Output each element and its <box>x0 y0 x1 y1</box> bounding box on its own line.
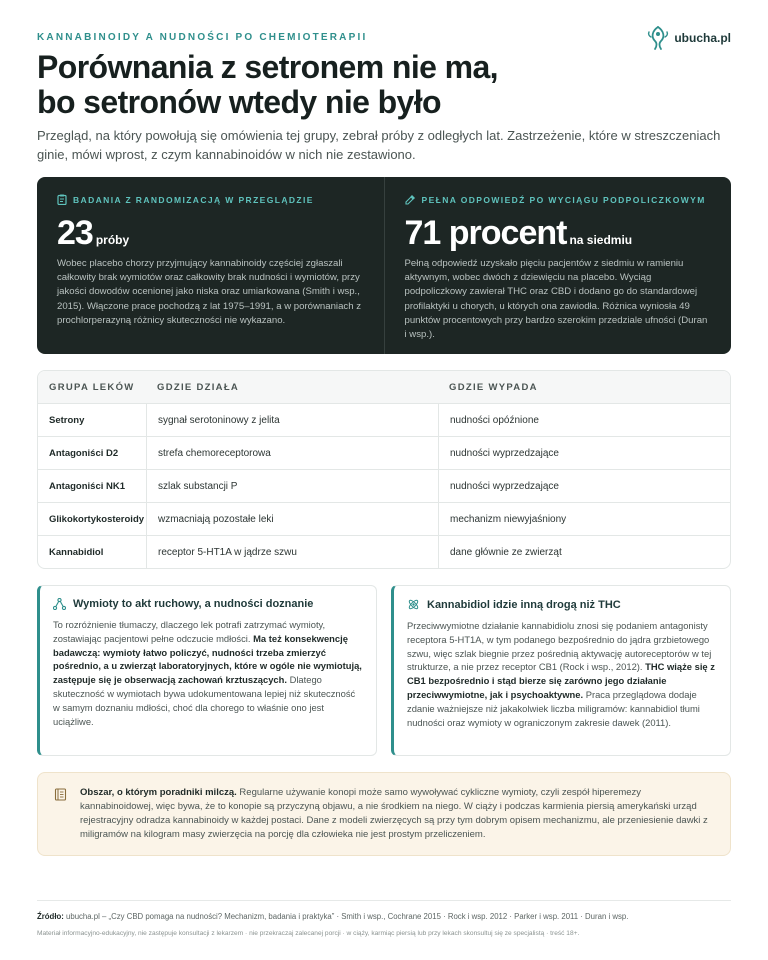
nodes-icon <box>53 598 66 610</box>
disclaimer: Materiał informacyjno-edukacyjny, nie zastępuje konsultacji z lekarzem · nie przekraczaj zalecanej porcji · w ciąży, karmiąc piersią lub przy lekach skonsultuj się ze specjalistą · treść 18+. <box>37 930 580 937</box>
table-cell-group: Antagoniści NK1 <box>49 480 126 492</box>
card-text-emphasis: THC wiąże się z CB1 bezpośrednio i stąd bierze się zarówno jego działanie przeciwwymiotne, jak i psychoaktywne. <box>407 661 715 700</box>
table-cell-fit: nudności opóźnione <box>438 404 730 436</box>
stat-description: Pełną odpowiedź uzyskało pięciu pacjentów z siedmiu w ramieniu aktywnym, wobec dwóch z dziewięciu na placebo. Wyciąg podpoliczkowy zawierał THC oraz CBD i dodano go do standardowej profilaktyki u chorych, u których ona zawiodła. Różnica wyniosła 49 punktów procentowych przy bardzo szerokim przedziale ufności (Duran i wsp.). <box>404 258 708 341</box>
note-emphasis: Obszar, o którym poradniki milczą. <box>80 787 237 798</box>
table-row <box>38 469 730 502</box>
table-header-group: GRUPA LEKÓW <box>49 381 135 393</box>
table-cell-group: Antagoniści D2 <box>49 447 119 459</box>
table-cell-where: strefa chemoreceptorowa <box>146 437 438 469</box>
table-cell-group: Glikokortykosteroidy <box>49 513 145 525</box>
pipette-icon <box>405 194 416 205</box>
stats-panel <box>37 177 731 354</box>
stat-value <box>405 214 712 253</box>
atom-icon <box>407 598 420 611</box>
stat-unit: próby <box>95 233 130 247</box>
table-row <box>38 535 730 568</box>
note-text <box>80 786 714 842</box>
table-cell-group: Kannabidiol <box>49 546 104 558</box>
brand[interactable] <box>647 25 731 51</box>
table-cell-fit: dane głównie ze zwierząt <box>438 536 730 568</box>
clipboard-icon <box>57 194 67 205</box>
card-text-part: Dlatego skuteczność w wymiotach bywa udokumentowana lepiej niż skuteczność w samym doznaniu mdłości, choć dla chorego to właśnie ono jest uciążliwe. <box>53 674 356 727</box>
card-text <box>407 619 716 729</box>
warning-note <box>37 772 731 856</box>
table-row <box>38 403 730 436</box>
stat-label: BADANIA Z RANDOMIZACJĄ W PRZEGLĄDZIE <box>73 194 314 205</box>
table-cell-fit: nudności wyprzedzające <box>438 470 730 502</box>
table-cell-group: Setrony <box>49 414 85 426</box>
title-line-2: bo setronów wtedy nie było <box>37 84 441 120</box>
source-text: ubucha.pl – „Czy CBD pomaga na nudności? Mechanizm, badania i praktyka” · Smith i wsp., Cochrane 2015 · Rock i wsp. 2012 · Parker i wsp. 2011 · Duran i wsp. <box>63 912 629 921</box>
table-header-row <box>38 371 730 403</box>
card-header <box>407 598 716 611</box>
stat-number: 71 procent <box>404 214 567 252</box>
book-icon <box>54 788 67 806</box>
stat-value <box>57 214 364 253</box>
table-row <box>38 436 730 469</box>
leaf-logo-icon <box>647 25 669 51</box>
source-label: Źródło: <box>37 912 64 921</box>
stat-description: Wobec placebo chorzy przyjmujący kannabinoidy częściej zgłaszali całkowity brak wymiotów oraz całkowity brak nudności i wymiotów, przy jakości dowodów ocenionej jako niska oraz umiarkowana (Smith i wsp., 2015). Włączone prace pochodzą z lat 1975–1991, a w porównaniach z prochlorperazyną różnicy skuteczności nie wykazano. <box>57 258 361 326</box>
card-text-part: To rozróżnienie tłumaczy, dlaczego lek potrafi zatrzymać wymioty, zostawiając pacjentowi pełne odczucie mdłości. <box>53 619 326 644</box>
card-title: Kannabidiol idzie inną drogą niż THC <box>427 598 621 611</box>
table-cell-where: szlak substancji P <box>146 470 438 502</box>
table-row <box>38 502 730 535</box>
stat-trials <box>37 177 384 354</box>
kicker: KANNABINOIDY A NUDNOŚCI PO CHEMIOTERAPII <box>37 32 368 43</box>
card-text <box>53 618 362 728</box>
table-header-where: GDZIE DZIAŁA <box>157 381 240 393</box>
table-cell-fit: mechanizm niewyjaśniony <box>438 503 730 535</box>
table-cell-where: sygnał serotoninowy z jelita <box>146 404 438 436</box>
card-text-part: Praca przeglądowa dodaje zdanie ważniejsze niż jakakolwiek liczba miligramów: kannabidiol tłumi nudności oraz wymioty w ograniczonym zakresie dawek (2011). <box>407 688 700 728</box>
stat-number: 23 <box>57 214 93 252</box>
table-header-fit: GDZIE WYPADA <box>449 381 538 393</box>
stat-header <box>405 194 712 205</box>
source-line <box>37 912 731 921</box>
card-text-emphasis: Ma też konsekwencję badawczą: wymioty łatwo policzyć, nudności trzeba zmierzyć pośrednio, a u zwierząt laboratoryjnych, które w ogóle nie wymiotują, zastępuje się je obserwacją zachowań krztuszących. <box>53 632 362 686</box>
card-text-part: Przeciwwymiotne działanie kannabidiolu znosi się podaniem antagonisty receptora 5‑HT1A, w tym podanego bezpośrednio do jądra grzbietowego szwu, więc szlak biegnie przez pośrednią aktywację autoreceptorów w tej strukturze, a nie przez receptor CB1 (Rock i wsp., 2012). <box>407 620 712 673</box>
stat-label: PEŁNA ODPOWIEDŹ PO WYCIĄGU PODPOLICZKOWYM <box>421 194 706 205</box>
card-header <box>53 598 362 610</box>
drug-groups-table <box>37 370 731 569</box>
brand-name: ubucha.pl <box>674 31 731 45</box>
table-cell-fit: nudności wyprzedzające <box>438 437 730 469</box>
note-body: Regularne używanie konopi może samo wywoływać cykliczne wymioty, czyli zespół hiperemezy kannabinoidowej, więc bywa, że to konopie są przyczyną objawu, a nie środkiem na niego. W ciąży i podczas karmienia piersią amerykański urząd rejestracyjny odradza kannabinoidy w każdej postaci. Dane z modeli zwierzęcych są przy tym dobrym opisem mechanizmu, ale przeniesienie dawki z miligramów na kilogram masy zwierzęcia na porcję dla człowieka nie jest prostym przeliczeniem. <box>80 787 708 840</box>
card-title: Wymioty to akt ruchowy, a nudności doznanie <box>73 598 314 610</box>
footer-divider <box>37 900 731 901</box>
info-card-cbd <box>391 585 731 756</box>
info-card-vomiting <box>37 585 377 756</box>
lead-paragraph: Przegląd, na który powołują się omówienia tej grupy, zebrał próby z odległych lat. Zastrzeżenie, które w streszczeniach ginie, mówi wprost, z czym kannabinoidów w nich nie zestawiono. <box>37 128 721 162</box>
table-cell-where: receptor 5‑HT1A w jądrze szwu <box>146 536 438 568</box>
title-line-1: Porównania z setronem nie ma, <box>37 49 498 85</box>
page-title <box>37 50 657 120</box>
stat-header <box>57 194 364 205</box>
stat-unit: na siedmiu <box>569 233 633 247</box>
table-cell-where: wzmacniają pozostałe leki <box>146 503 438 535</box>
stat-response <box>384 177 732 354</box>
